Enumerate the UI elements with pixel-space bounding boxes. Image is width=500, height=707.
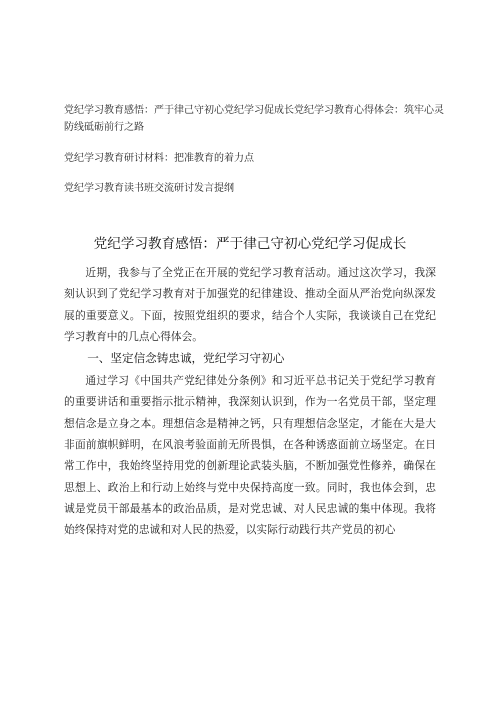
article-body bbox=[64, 262, 436, 541]
toc-item: 党纪学习教育感悟：严于律己守初心党纪学习促成长党纪学习教育心得体会：筑牢心灵防线砥砺前行之路 bbox=[64, 105, 444, 133]
section-heading: 一、坚定信念铸忠诚，党纪学习守初心 bbox=[87, 351, 285, 366]
article-title: 党纪学习教育感悟：严于律己守初心党纪学习促成长 bbox=[93, 236, 407, 252]
toc-item: 党纪学习教育读书班交流研讨发言提纲 bbox=[64, 183, 234, 194]
body-paragraph: 通过学习《中国共产党纪律处分条例》和习近平总书记关于党纪学习教育的重要讲话和重要指示批示精神，我深刻认识到，作为一名党员干部，坚定理想信念是立身之本。理想信念是精神之钙，只有理想信念坚定，才能在大是大非面前旗帜鲜明，在风浪考验面前无所畏惧，在各种诱惑面前立场坚定。在日常工作中，我始终坚持用党的创新理论武装头脑，不断加强党性修养，确保在思想上、政治上和行动上始终与党中央保持高度一致。同时，我也体会到，忠诚是党员干部最基本的政治品质，是对党忠诚、对人民忠诚的集中体现。我将始终保持对党的忠诚和对人民的热爱，以实际行动践行共产党员的初心 bbox=[64, 374, 436, 537]
intro-paragraph: 近期，我参与了全党正在开展的党纪学习教育活动。通过这次学习，我深刻认识到了党纪学习教育对于加强党的纪律建设、推动全面从严治党向纵深发展的重要意义。下面，按照党组织的要求，结合个人实际，我谈谈自己在党纪学习教育中的几点心得体会。 bbox=[64, 266, 436, 343]
toc-item: 党纪学习教育研讨材料：把准教育的着力点 bbox=[64, 153, 254, 164]
